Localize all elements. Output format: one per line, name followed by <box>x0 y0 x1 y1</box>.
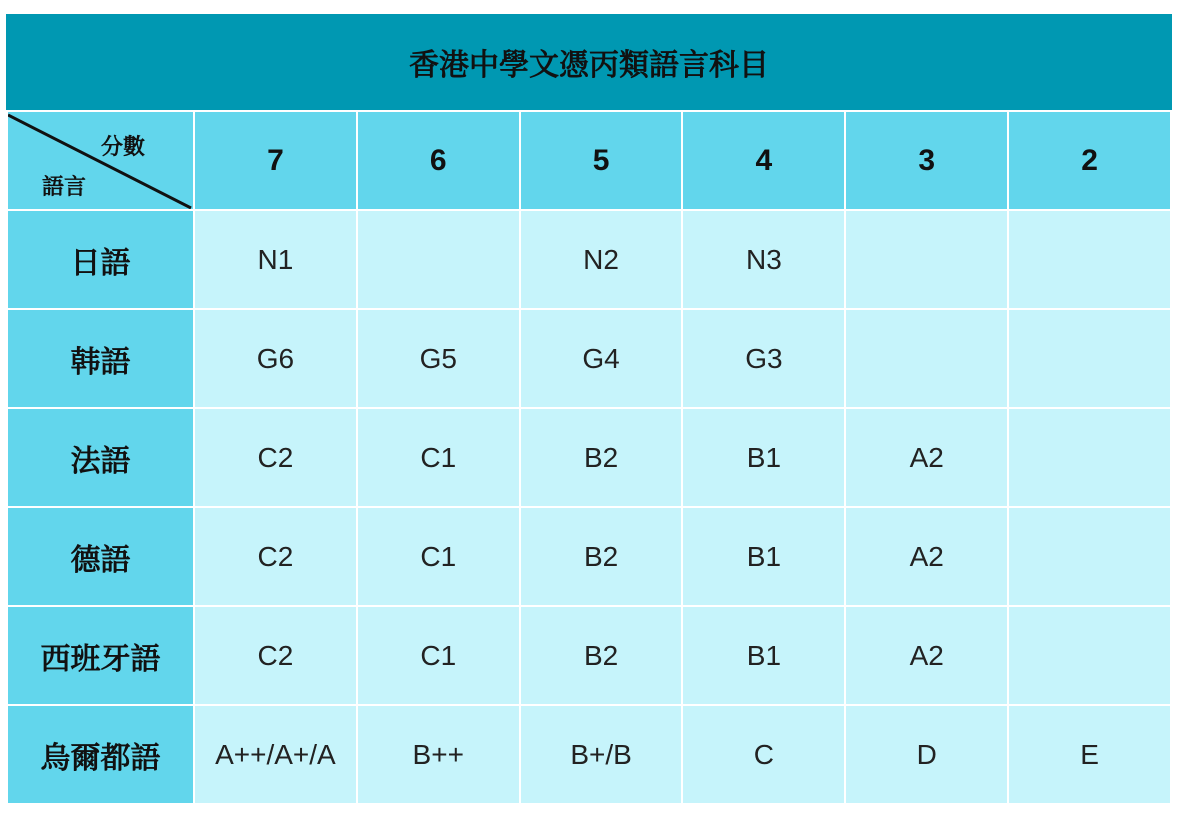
grade-cell: B++ <box>357 705 520 804</box>
grade-cell: D <box>845 705 1008 804</box>
grade-cell: B1 <box>682 606 845 705</box>
table-row <box>7 606 1171 705</box>
language-label: 烏爾都語 <box>7 705 194 804</box>
header-row <box>7 111 1171 210</box>
grade-cell: B1 <box>682 507 845 606</box>
grade-table <box>6 14 1172 805</box>
table-row <box>7 309 1171 408</box>
grade-cell <box>1008 309 1171 408</box>
grade-cell: E <box>1008 705 1171 804</box>
grade-cell <box>1008 210 1171 309</box>
grade-cell: G5 <box>357 309 520 408</box>
grade-cell <box>357 210 520 309</box>
table-row <box>7 210 1171 309</box>
grade-cell: B+/B <box>520 705 683 804</box>
language-label: 西班牙語 <box>7 606 194 705</box>
grade-cell: B2 <box>520 606 683 705</box>
language-label: 韩語 <box>7 309 194 408</box>
score-header-7: 7 <box>194 111 357 210</box>
table-title: 香港中學文憑丙類語言科目 <box>6 14 1172 110</box>
grade-cell: N2 <box>520 210 683 309</box>
grade-cell <box>845 309 1008 408</box>
score-header-2: 2 <box>1008 111 1171 210</box>
table-row <box>7 507 1171 606</box>
grade-cell: A2 <box>845 507 1008 606</box>
grade-cell: N3 <box>682 210 845 309</box>
language-label: 德語 <box>7 507 194 606</box>
grade-cell: A++/A+/A <box>194 705 357 804</box>
grade-cell: G3 <box>682 309 845 408</box>
grade-cell: B2 <box>520 408 683 507</box>
score-header-4: 4 <box>682 111 845 210</box>
language-label: 日語 <box>7 210 194 309</box>
grade-cell <box>1008 606 1171 705</box>
grade-cell: G4 <box>520 309 683 408</box>
table-row <box>7 408 1171 507</box>
grade-cell <box>845 210 1008 309</box>
language-label: 法語 <box>7 408 194 507</box>
grade-cell: A2 <box>845 408 1008 507</box>
grade-cell: C2 <box>194 408 357 507</box>
grade-cell: C <box>682 705 845 804</box>
grade-cell: C1 <box>357 507 520 606</box>
grade-cell <box>1008 507 1171 606</box>
corner-cell <box>7 111 194 210</box>
score-axis-label: 分數 <box>100 135 145 160</box>
score-header-3: 3 <box>845 111 1008 210</box>
grade-cell: C1 <box>357 606 520 705</box>
score-header-6: 6 <box>357 111 520 210</box>
table-row <box>7 705 1171 804</box>
grade-cell: C2 <box>194 606 357 705</box>
grade-cell <box>1008 408 1171 507</box>
language-axis-label: 語言 <box>42 175 87 200</box>
score-header-5: 5 <box>520 111 683 210</box>
grade-cell: C2 <box>194 507 357 606</box>
score-table <box>6 110 1172 805</box>
grade-cell: B1 <box>682 408 845 507</box>
grade-cell: N1 <box>194 210 357 309</box>
grade-cell: A2 <box>845 606 1008 705</box>
grade-cell: G6 <box>194 309 357 408</box>
grade-cell: C1 <box>357 408 520 507</box>
grade-cell: B2 <box>520 507 683 606</box>
